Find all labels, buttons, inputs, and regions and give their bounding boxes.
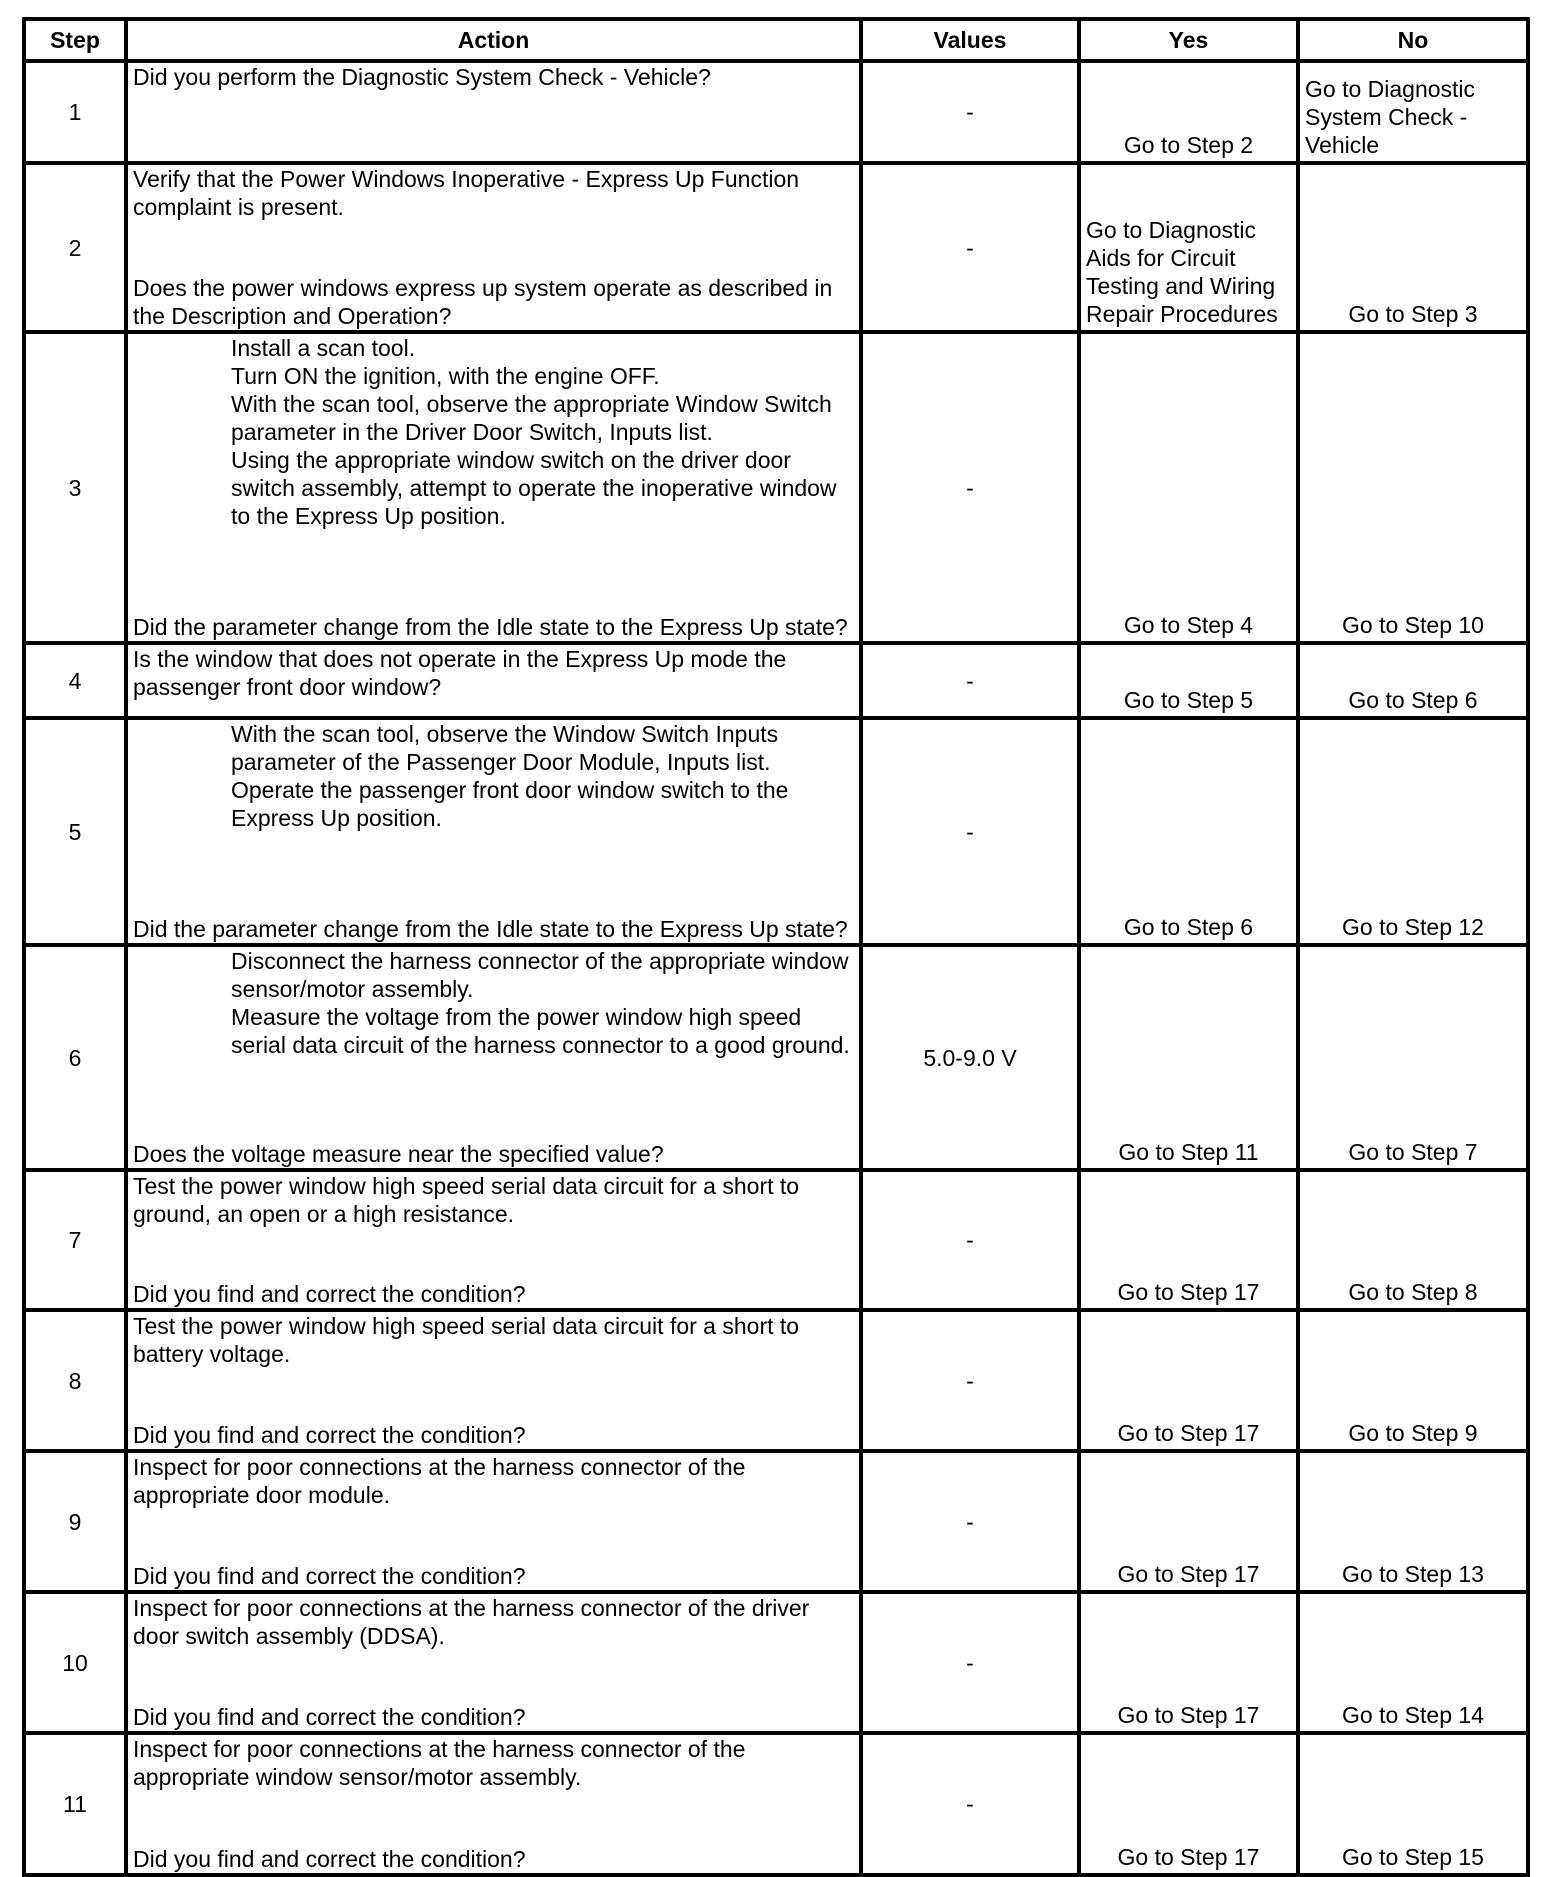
header-no: No (1298, 19, 1528, 61)
yes-cell: Go to Step 11 (1079, 945, 1298, 1170)
header-step: Step (24, 19, 126, 61)
action-instructions: Did you perform the Diagnostic System Check - Vehicle? (133, 64, 711, 90)
no-cell: Go to Step 9 (1298, 1310, 1528, 1451)
no-cell: Go to Step 10 (1298, 332, 1528, 643)
action-cell (126, 332, 861, 643)
action-question: Did the parameter change from the Idle state to the Express Up state? (133, 614, 848, 640)
header-row (24, 19, 1528, 61)
action-instructions: Test the power window high speed serial data circuit for a short to ground, an open or a high resistance. (133, 1173, 800, 1227)
values-cell: - (861, 1592, 1079, 1733)
action-question: Did you find and correct the condition? (133, 1704, 526, 1730)
values-cell: - (861, 1451, 1079, 1592)
no-cell: Go to Step 3 (1298, 163, 1528, 332)
table-row (24, 1451, 1528, 1592)
action-instructions: Inspect for poor connections at the harness connector of the appropriate window sensor/motor assembly. (133, 1736, 746, 1790)
yes-cell: Go to Step 17 (1079, 1310, 1298, 1451)
table-row (24, 61, 1528, 163)
values-cell: 5.0-9.0 V (861, 945, 1079, 1170)
diagnostic-table (22, 17, 1530, 1877)
action-question: Did you find and correct the condition? (133, 1422, 526, 1448)
yes-cell: Go to Step 2 (1079, 61, 1298, 163)
yes-cell: Go to Step 17 (1079, 1592, 1298, 1733)
step-number: 11 (24, 1733, 126, 1875)
values-cell: - (861, 1170, 1079, 1310)
step-number: 7 (24, 1170, 126, 1310)
no-cell: Go to Step 12 (1298, 718, 1528, 945)
yes-cell: Go to Step 17 (1079, 1733, 1298, 1875)
values-cell: - (861, 643, 1079, 718)
table-row (24, 718, 1528, 945)
step-number: 9 (24, 1451, 126, 1592)
header-action: Action (126, 19, 861, 61)
action-instructions: Is the window that does not operate in the Express Up mode the passenger front door window? (133, 646, 787, 700)
yes-cell: Go to Step 5 (1079, 643, 1298, 718)
values-cell: - (861, 61, 1079, 163)
values-cell: - (861, 1733, 1079, 1875)
action-cell (126, 61, 861, 163)
step-number: 5 (24, 718, 126, 945)
action-cell (126, 718, 861, 945)
yes-cell: Go to Step 17 (1079, 1170, 1298, 1310)
action-question: Does the voltage measure near the specified value? (133, 1141, 664, 1167)
action-question: Did you find and correct the condition? (133, 1846, 526, 1872)
values-cell: - (861, 163, 1079, 332)
table-row (24, 1592, 1528, 1733)
table-row (24, 1733, 1528, 1875)
no-cell: Go to Diagnostic System Check - Vehicle (1298, 61, 1528, 163)
values-cell: - (861, 718, 1079, 945)
no-cell: Go to Step 8 (1298, 1170, 1528, 1310)
action-instructions: Inspect for poor connections at the harness connector of the appropriate door module. (133, 1454, 746, 1508)
step-number: 4 (24, 643, 126, 718)
step-number: 1 (24, 61, 126, 163)
action-cell (126, 945, 861, 1170)
action-instructions: Test the power window high speed serial data circuit for a short to battery voltage. (133, 1313, 800, 1367)
action-cell (126, 1592, 861, 1733)
action-question: Did you find and correct the condition? (133, 1563, 526, 1589)
action-cell (126, 1170, 861, 1310)
action-instructions: Inspect for poor connections at the harness connector of the driver door switch assembly (DDSA). (133, 1595, 810, 1649)
no-cell: Go to Step 6 (1298, 643, 1528, 718)
table-row (24, 945, 1528, 1170)
yes-cell: Go to Step 6 (1079, 718, 1298, 945)
action-cell (126, 1310, 861, 1451)
table-row (24, 163, 1528, 332)
action-instructions: Install a scan tool. Turn ON the ignition, with the engine OFF. With the scan tool, observe the appropriate Window Switch parameter in the Driver Door Switch, Inputs list. Using the appropriate window switch on the driver door switch assembly, attempt to operate the inoperative window to the Express Up position. (231, 335, 837, 529)
no-cell: Go to Step 14 (1298, 1592, 1528, 1733)
table-row (24, 332, 1528, 643)
no-cell: Go to Step 7 (1298, 945, 1528, 1170)
table-row (24, 643, 1528, 718)
action-question: Does the power windows express up system operate as described in the Description and Operation? (133, 275, 833, 329)
no-cell: Go to Step 15 (1298, 1733, 1528, 1875)
step-number: 3 (24, 332, 126, 643)
step-number: 2 (24, 163, 126, 332)
header-yes: Yes (1079, 19, 1298, 61)
action-cell (126, 163, 861, 332)
action-cell (126, 643, 861, 718)
no-cell: Go to Step 13 (1298, 1451, 1528, 1592)
header-values: Values (861, 19, 1079, 61)
table-row (24, 1310, 1528, 1451)
yes-cell: Go to Diagnostic Aids for Circuit Testing and Wiring Repair Procedures (1079, 163, 1298, 332)
step-number: 10 (24, 1592, 126, 1733)
action-question: Did the parameter change from the Idle state to the Express Up state? (133, 916, 848, 942)
table-row (24, 1170, 1528, 1310)
step-number: 6 (24, 945, 126, 1170)
action-cell (126, 1451, 861, 1592)
values-cell: - (861, 1310, 1079, 1451)
yes-cell: Go to Step 17 (1079, 1451, 1298, 1592)
action-instructions: With the scan tool, observe the Window Switch Inputs parameter of the Passenger Door Module, Inputs list. Operate the passenger front door window switch to the Express Up position. (231, 721, 789, 831)
action-instructions: Verify that the Power Windows Inoperative - Express Up Function complaint is present. (133, 166, 800, 220)
step-number: 8 (24, 1310, 126, 1451)
action-instructions: Disconnect the harness connector of the appropriate window sensor/motor assembly. Measure the voltage from the power window high speed serial data circuit of the harness connector to a good ground. (231, 948, 850, 1058)
action-question: Did you find and correct the condition? (133, 1281, 526, 1307)
values-cell: - (861, 332, 1079, 643)
yes-cell: Go to Step 4 (1079, 332, 1298, 643)
action-cell (126, 1733, 861, 1875)
